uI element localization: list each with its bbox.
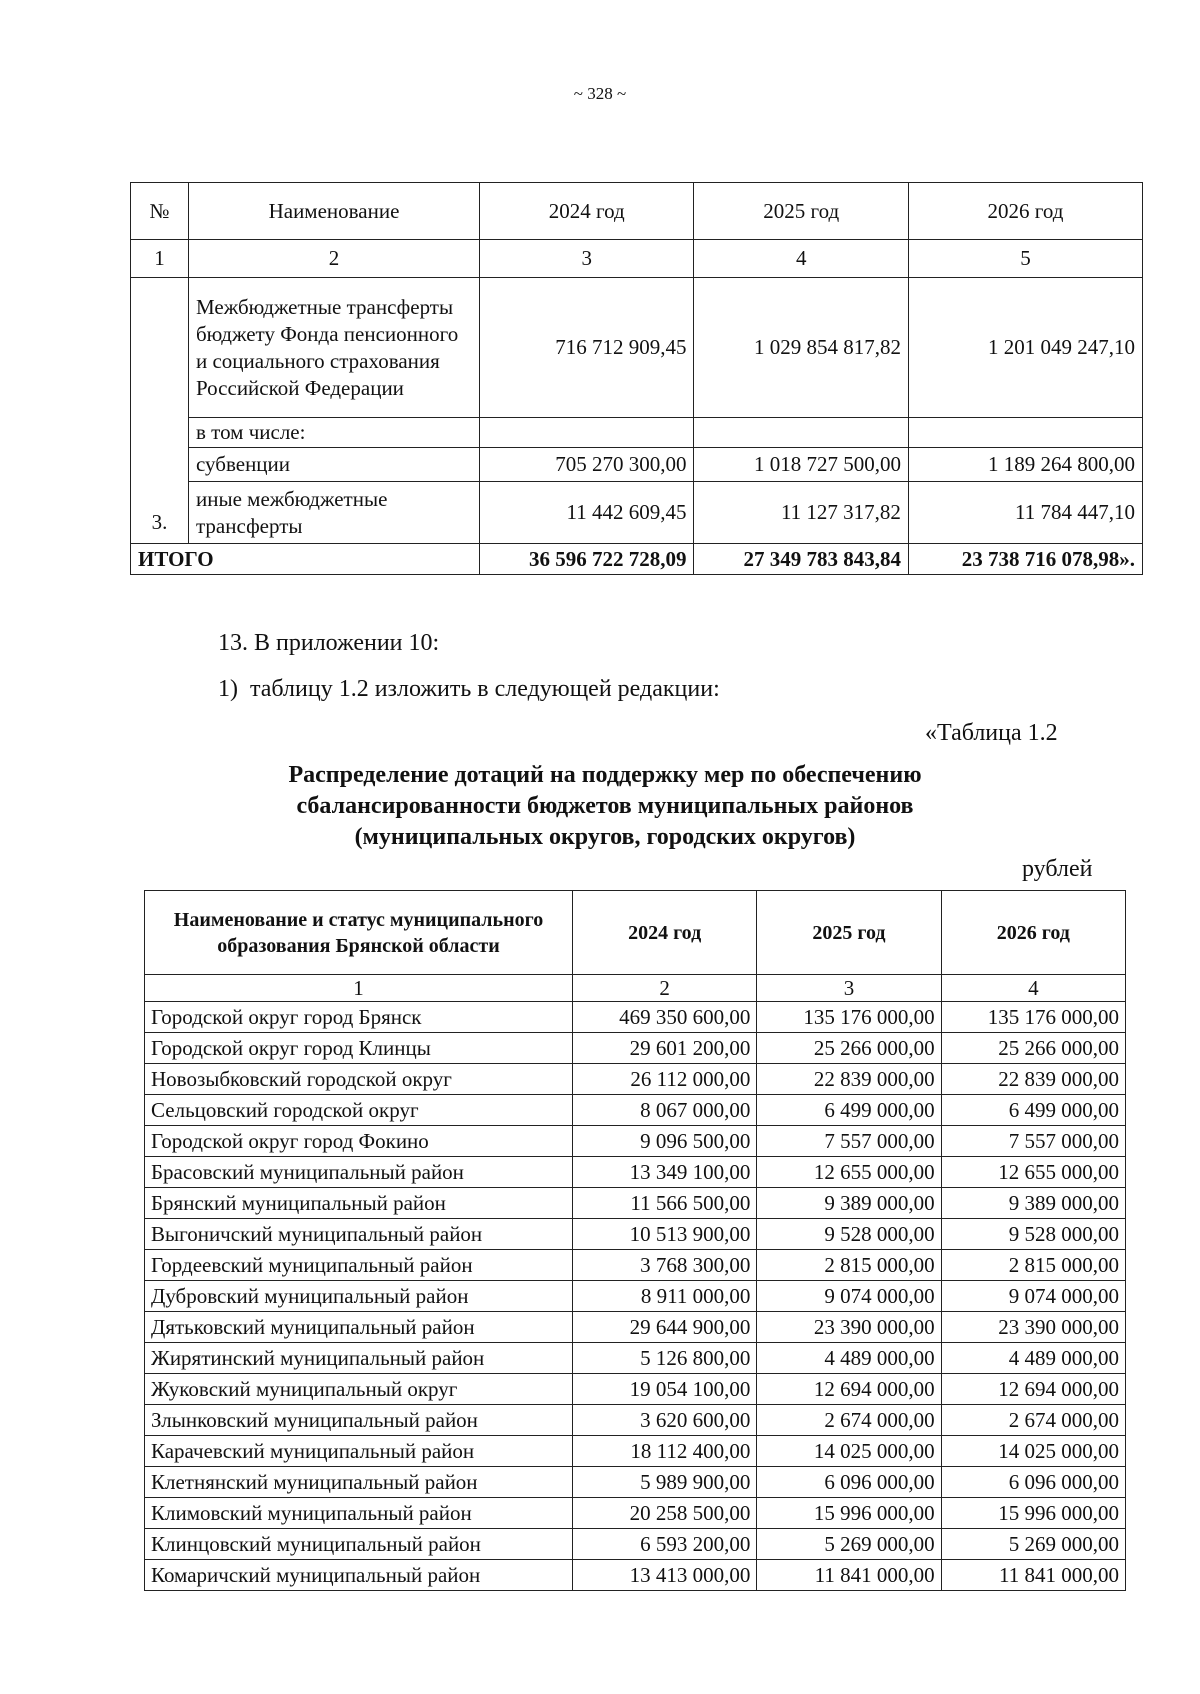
- value-2026: 14 025 000,00: [941, 1436, 1125, 1467]
- value-2024: 20 258 500,00: [573, 1498, 757, 1529]
- total-2025: 27 349 783 843,84: [694, 544, 908, 575]
- row-name: Климовский муниципальный район: [145, 1498, 573, 1529]
- table-row: [145, 1343, 1126, 1374]
- value-2024: 13 413 000,00: [573, 1560, 757, 1591]
- paragraph-13: 13. В приложении 10:: [218, 630, 440, 656]
- value-2024: 5 989 900,00: [573, 1467, 757, 1498]
- value-2026: 22 839 000,00: [941, 1064, 1125, 1095]
- value-2024: 6 593 200,00: [573, 1529, 757, 1560]
- header-cell: 2026 год: [908, 183, 1142, 240]
- index-cell: 1: [145, 975, 573, 1002]
- value-2026: 4 489 000,00: [941, 1343, 1125, 1374]
- empty-cell: [694, 418, 908, 448]
- empty-cell: [480, 418, 694, 448]
- row-name: Городской округ город Клинцы: [145, 1033, 573, 1064]
- value-2025: 6 096 000,00: [757, 1467, 941, 1498]
- row-name: Выгоничский муниципальный район: [145, 1219, 573, 1250]
- table-row: [145, 1281, 1126, 1312]
- value-2025: 9 528 000,00: [757, 1219, 941, 1250]
- value-2024: 11 566 500,00: [573, 1188, 757, 1219]
- value-2024: 705 270 300,00: [480, 448, 694, 482]
- value-2024: 3 768 300,00: [573, 1250, 757, 1281]
- table-row: [145, 1188, 1126, 1219]
- title-line: Распределение дотаций на поддержку мер по обеспечению: [288, 762, 922, 788]
- value-2025: 7 557 000,00: [757, 1126, 941, 1157]
- table-label: «Таблица 1.2: [925, 720, 1058, 746]
- header-cell: 2025 год: [694, 183, 908, 240]
- row-name: Жуковский муниципальный округ: [145, 1374, 573, 1405]
- value-2026: 7 557 000,00: [941, 1126, 1125, 1157]
- value-2025: 135 176 000,00: [757, 1002, 941, 1033]
- value-2024: 9 096 500,00: [573, 1126, 757, 1157]
- row-name: Жирятинский муниципальный район: [145, 1343, 573, 1374]
- page-number: ~ 328 ~: [573, 84, 627, 103]
- value-2024: 26 112 000,00: [573, 1064, 757, 1095]
- index-cell: 2: [189, 240, 480, 278]
- row-name: Дятьковский муниципальный район: [145, 1312, 573, 1343]
- paragraph-1: 1) таблицу 1.2 изложить в следующей редакции:: [218, 676, 720, 702]
- table-title: [130, 760, 1080, 853]
- value-2025: 1 018 727 500,00: [694, 448, 908, 482]
- header-cell: 2024 год: [573, 891, 757, 975]
- value-2026: 12 694 000,00: [941, 1374, 1125, 1405]
- value-2024: 18 112 400,00: [573, 1436, 757, 1467]
- value-2024: 19 054 100,00: [573, 1374, 757, 1405]
- value-2024: 29 644 900,00: [573, 1312, 757, 1343]
- index-cell: 5: [908, 240, 1142, 278]
- table-row: [145, 1529, 1126, 1560]
- units-label: рублей: [1022, 856, 1093, 882]
- value-2026: 2 674 000,00: [941, 1405, 1125, 1436]
- row-name: Гордеевский муниципальный район: [145, 1250, 573, 1281]
- row-name: в том числе:: [189, 418, 480, 448]
- empty-cell: [908, 418, 1142, 448]
- value-2024: 29 601 200,00: [573, 1033, 757, 1064]
- value-2024: 469 350 600,00: [573, 1002, 757, 1033]
- row-name: Злынковский муниципальный район: [145, 1405, 573, 1436]
- value-2025: 6 499 000,00: [757, 1095, 941, 1126]
- table-row: [145, 1498, 1126, 1529]
- value-2025: 12 655 000,00: [757, 1157, 941, 1188]
- value-2025: 22 839 000,00: [757, 1064, 941, 1095]
- header-cell: Наименование: [189, 183, 480, 240]
- value-2026: 9 074 000,00: [941, 1281, 1125, 1312]
- table-row: [145, 1560, 1126, 1591]
- value-2025: 25 266 000,00: [757, 1033, 941, 1064]
- row-name: Городской округ город Брянск: [145, 1002, 573, 1033]
- row-name: Сельцовский городской округ: [145, 1095, 573, 1126]
- value-2025: 11 127 317,82: [694, 482, 908, 544]
- row-name: субвенции: [189, 448, 480, 482]
- value-2026: 9 528 000,00: [941, 1219, 1125, 1250]
- table-row: [145, 1002, 1126, 1033]
- table-row: [131, 418, 1143, 448]
- total-2026: 23 738 716 078,98».: [908, 544, 1142, 575]
- table-row: [145, 1157, 1126, 1188]
- index-cell: 1: [131, 240, 189, 278]
- value-2025: 11 841 000,00: [757, 1560, 941, 1591]
- value-2025: 2 674 000,00: [757, 1405, 941, 1436]
- value-2026: 15 996 000,00: [941, 1498, 1125, 1529]
- column-index-row: [131, 240, 1143, 278]
- value-2025: 4 489 000,00: [757, 1343, 941, 1374]
- table-row: [145, 1374, 1126, 1405]
- value-2026: 9 389 000,00: [941, 1188, 1125, 1219]
- table-row: [145, 1467, 1126, 1498]
- header-cell: Наименование и статус муниципального образования Брянской области: [145, 891, 573, 975]
- row-name: Комаричский муниципальный район: [145, 1560, 573, 1591]
- value-2025: 1 029 854 817,82: [694, 278, 908, 418]
- value-2026: 6 096 000,00: [941, 1467, 1125, 1498]
- header-cell: 2024 год: [480, 183, 694, 240]
- row-name: Клетнянский муниципальный район: [145, 1467, 573, 1498]
- row-name: Новозыбковский городской округ: [145, 1064, 573, 1095]
- index-cell: 3: [757, 975, 941, 1002]
- index-cell: 2: [573, 975, 757, 1002]
- column-index-row: [145, 975, 1126, 1002]
- value-2025: 23 390 000,00: [757, 1312, 941, 1343]
- index-cell: 4: [941, 975, 1125, 1002]
- table-row: [145, 1064, 1126, 1095]
- value-2024: 8 067 000,00: [573, 1095, 757, 1126]
- value-2025: 5 269 000,00: [757, 1529, 941, 1560]
- row-name: Карачевский муниципальный район: [145, 1436, 573, 1467]
- header-cell: №: [131, 183, 189, 240]
- row-name: Клинцовский муниципальный район: [145, 1529, 573, 1560]
- value-2026: 11 784 447,10: [908, 482, 1142, 544]
- value-2026: 2 815 000,00: [941, 1250, 1125, 1281]
- value-2026: 25 266 000,00: [941, 1033, 1125, 1064]
- value-2026: 135 176 000,00: [941, 1002, 1125, 1033]
- table-row: [145, 1312, 1126, 1343]
- value-2025: 15 996 000,00: [757, 1498, 941, 1529]
- value-2024: 5 126 800,00: [573, 1343, 757, 1374]
- subsidies-table: [144, 890, 1126, 1591]
- value-2026: 1 201 049 247,10: [908, 278, 1142, 418]
- value-2025: 2 815 000,00: [757, 1250, 941, 1281]
- row-name: иные межбюджетные трансферты: [189, 482, 480, 544]
- row-name: Брянский муниципальный район: [145, 1188, 573, 1219]
- transfers-table: [130, 182, 1143, 575]
- table-row: [145, 1126, 1126, 1157]
- value-2026: 5 269 000,00: [941, 1529, 1125, 1560]
- value-2026: 1 189 264 800,00: [908, 448, 1142, 482]
- value-2024: 11 442 609,45: [480, 482, 694, 544]
- row-name: Городской округ город Фокино: [145, 1126, 573, 1157]
- header-cell: 2026 год: [941, 891, 1125, 975]
- value-2025: 12 694 000,00: [757, 1374, 941, 1405]
- value-2026: 23 390 000,00: [941, 1312, 1125, 1343]
- row-name: Межбюджетные трансферты бюджету Фонда пенсионного и социального страхования Российской Федерации: [189, 278, 480, 418]
- total-label: ИТОГО: [131, 544, 480, 575]
- table-row: [145, 1405, 1126, 1436]
- table-row: [145, 1033, 1126, 1064]
- row-name: Дубровский муниципальный район: [145, 1281, 573, 1312]
- index-cell: 4: [694, 240, 908, 278]
- value-2026: 6 499 000,00: [941, 1095, 1125, 1126]
- table-header-row: [131, 183, 1143, 240]
- table-row: [131, 482, 1143, 544]
- value-2026: 11 841 000,00: [941, 1560, 1125, 1591]
- table-row: [145, 1095, 1126, 1126]
- table-row: [145, 1219, 1126, 1250]
- value-2025: 14 025 000,00: [757, 1436, 941, 1467]
- value-2024: 716 712 909,45: [480, 278, 694, 418]
- header-cell: 2025 год: [757, 891, 941, 975]
- value-2024: 13 349 100,00: [573, 1157, 757, 1188]
- title-line: сбалансированности бюджетов муниципальных районов: [296, 793, 914, 819]
- title-line: (муниципальных округов, городских округов): [354, 824, 856, 850]
- table-header-row: [145, 891, 1126, 975]
- total-2024: 36 596 722 728,09: [480, 544, 694, 575]
- value-2024: 10 513 900,00: [573, 1219, 757, 1250]
- value-2026: 12 655 000,00: [941, 1157, 1125, 1188]
- value-2024: 8 911 000,00: [573, 1281, 757, 1312]
- total-row: [131, 544, 1143, 575]
- value-2025: 9 074 000,00: [757, 1281, 941, 1312]
- row-name: Брасовский муниципальный район: [145, 1157, 573, 1188]
- value-2024: 3 620 600,00: [573, 1405, 757, 1436]
- table-row: [145, 1250, 1126, 1281]
- table-row: [131, 448, 1143, 482]
- value-2025: 9 389 000,00: [757, 1188, 941, 1219]
- table-row: [131, 278, 1143, 418]
- row-number: 3.: [131, 278, 189, 544]
- index-cell: 3: [480, 240, 694, 278]
- table-row: [145, 1436, 1126, 1467]
